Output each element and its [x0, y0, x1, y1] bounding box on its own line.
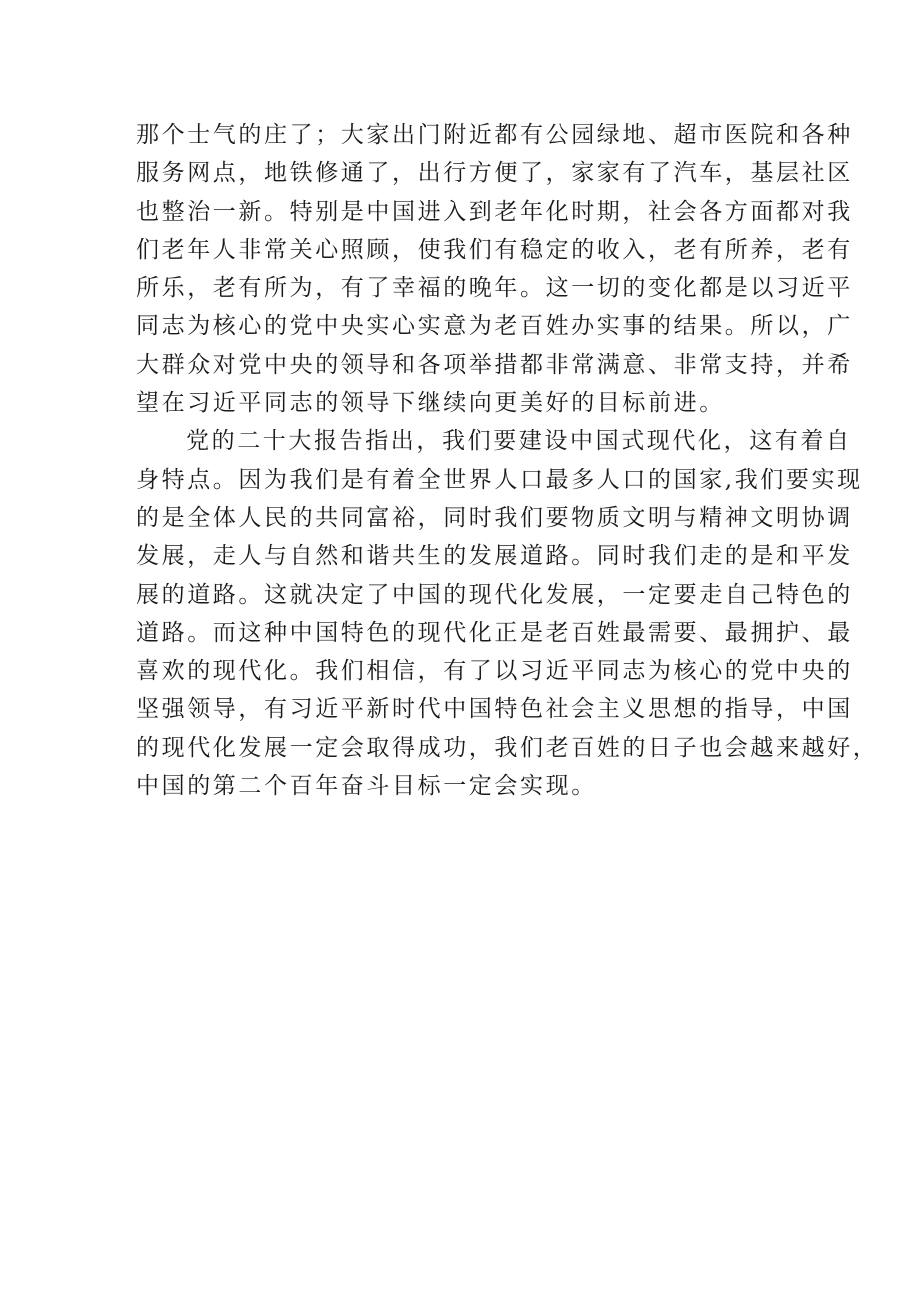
text-line: 服务网点，地铁修通了，出行方便了，家家有了汽车，基层社区	[136, 160, 853, 187]
text-line: 们老年人非常关心照顾，使我们有稳定的收入，老有所养，老有	[136, 236, 853, 263]
text-line: 道路。而这种中国特色的现代化正是老百姓最需要、最拥护、最	[136, 619, 853, 646]
text-line: 展的道路。这就决定了中国的现代化发展，一定要走自己特色的	[136, 581, 853, 608]
text-line: 身特点。因为我们是有着全世界人口最多人口的国家,我们要实现	[136, 466, 863, 493]
text-line: 所乐，老有所为，有了幸福的晚年。这一切的变化都是以习近平	[136, 275, 853, 302]
text-line: 的是全体人民的共同富裕，同时我们要物质文明与精神文明协调	[136, 504, 853, 531]
text-line: 也整治一新。特别是中国进入到老年化时期，社会各方面都对我	[136, 198, 853, 225]
document-body	[136, 116, 879, 805]
text-line: 喜欢的现代化。我们相信，有了以习近平同志为核心的党中央的	[136, 658, 853, 685]
paragraph-2	[136, 422, 879, 805]
text-line: 发展，走人与自然和谐共生的发展道路。同时我们走的是和平发	[136, 543, 853, 570]
text-line: 那个士气的庄了；大家出门附近都有公园绿地、超市医院和各种	[136, 122, 853, 148]
text-line: 中国的第二个百年奋斗目标一定会实现。	[136, 773, 597, 800]
paragraph-1	[136, 116, 853, 422]
text-line: 坚强领导，有习近平新时代中国特色社会主义思想的指导，中国	[136, 696, 853, 723]
text-line: 望在习近平同志的领导下继续向更美好的目标前进。	[136, 390, 725, 417]
text-line: 的现代化发展一定会取得成功，我们老百姓的日子也会越来越好，	[136, 734, 879, 761]
text-line: 党的二十大报告指出，我们要建设中国式现代化，这有着自	[186, 428, 852, 455]
text-line: 同志为核心的党中央实心实意为老百姓办实事的结果。所以，广	[136, 313, 853, 340]
text-line: 大群众对党中央的领导和各项举措都非常满意、非常支持，并希	[136, 351, 853, 378]
